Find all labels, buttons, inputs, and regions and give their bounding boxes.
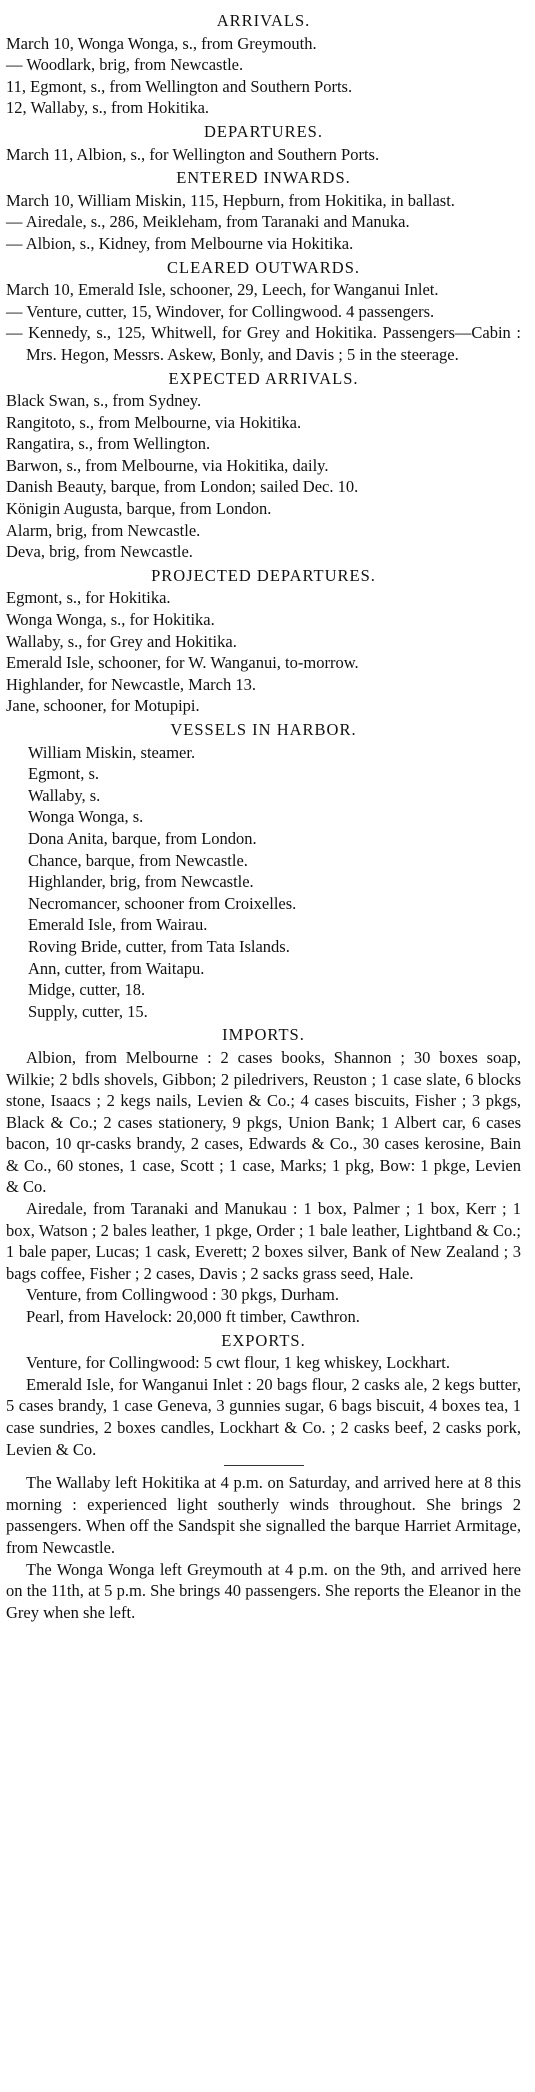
section-heading-entered-inwards: ENTERED INWARDS.	[176, 168, 351, 188]
cleared-outwards-entry: March 10, Emerald Isle, schooner, 29, Leech, for Wanganui Inlet.	[6, 280, 439, 300]
projected-departure-entry: Egmont, s., for Hokitika.	[6, 588, 171, 608]
arrival-entry: 11, Egmont, s., from Wellington and Southern Ports.	[6, 76, 353, 96]
arrival-entry: 12, Wallaby, s., from Hokitika.	[6, 98, 210, 118]
vessel-entry: Dona Anita, barque, from London.	[28, 828, 257, 848]
expected-arrival-entry: Alarm, brig, from Newcastle.	[6, 520, 201, 540]
vessel-entry: Roving Bride, cutter, from Tata Islands.	[28, 936, 290, 956]
import-entry: Albion, from Melbourne : 2 cases books, Shannon ; 30 boxes soap, Wilkie; 2 bdls shovels, Gibbon; 2 piledrivers, Reuston ; 1 case slate, 6 blocks stone, Isaacs ; 2 kegs nails, Levien & Co.; 4 cases biscuits, Fisher ; 3 pkgs, Black & Co.; 2 cases stationery, 9 pkgs, Union Bank; 1 Albert car, 6 cases bacon, 10 qr-casks brandy, 2 cases, Edwards & Co., 30 cases kerosine, Bain & Co., 60 stones, 1 case, Scott ; 1 case, Marks; 1 pkg, Bow: 1 pkge, Levien & Co.	[6, 1047, 521, 1197]
vessel-entry: Egmont, s.	[28, 764, 100, 784]
section-heading-exports: EXPORTS.	[221, 1330, 306, 1350]
expected-arrival-entry: Rangatira, s., from Wellington.	[6, 434, 211, 454]
entered-inwards-entry: March 10, William Miskin, 115, Hepburn, from Hokitika, in ballast.	[6, 190, 455, 210]
vessel-entry: Ann, cutter, from Waitapu.	[28, 958, 205, 978]
vessel-entry: Wonga Wonga, s.	[28, 807, 144, 827]
expected-arrival-entry: Rangitoto, s., from Melbourne, via Hokitika.	[6, 412, 302, 432]
section-heading-cleared-outwards: CLEARED OUTWARDS.	[167, 257, 360, 277]
section-heading-expected-arrivals: EXPECTED ARRIVALS.	[168, 368, 359, 388]
expected-arrival-entry: Black Swan, s., from Sydney.	[6, 391, 202, 411]
vessel-entry: Supply, cutter, 15.	[28, 1001, 148, 1021]
departure-entry: March 11, Albion, s., for Wellington and Southern Ports.	[6, 144, 380, 164]
vessel-entry: Wallaby, s.	[28, 785, 101, 805]
vessel-entry: Midge, cutter, 18.	[28, 980, 146, 1000]
cleared-outwards-entry: — Venture, cutter, 15, Windover, for Collingwood. 4 passengers.	[6, 301, 435, 321]
import-entry: Venture, from Collingwood : 30 pkgs, Durham.	[26, 1285, 340, 1305]
export-entry: Venture, for Collingwood: 5 cwt flour, 1 keg whiskey, Lockhart.	[26, 1353, 450, 1373]
section-heading-arrivals: ARRIVALS.	[216, 11, 311, 30]
vessel-entry: Necromancer, schooner from Croixelles.	[28, 893, 297, 913]
section-heading-projected-departures: PROJECTED DEPARTURES.	[151, 565, 376, 585]
export-entry: Emerald Isle, for Wanganui Inlet : 20 bags flour, 2 casks ale, 2 kegs butter, 5 cases brandy, 1 case Geneva, 3 gunnies sugar, 6 bags biscuit, 4 boxes tea, 1 case sundries, 2 boxes candles, Lockhart & Co. ; 2 casks beef, 2 casks pork, Levien & Co.	[6, 1374, 521, 1459]
import-entry: Pearl, from Havelock: 20,000 ft timber, Cawthron.	[26, 1307, 360, 1327]
expected-arrival-entry: Barwon, s., from Melbourne, via Hokitika, daily.	[6, 455, 329, 475]
projected-departure-entry: Wallaby, s., for Grey and Hokitika.	[6, 631, 237, 651]
vessel-entry: Highlander, brig, from Newcastle.	[28, 872, 254, 892]
section-heading-imports: IMPORTS.	[222, 1025, 305, 1045]
entered-inwards-entry: — Airedale, s., 286, Meikleham, from Taranaki and Manuka.	[6, 212, 410, 232]
arrival-entry: March 10, Wonga Wonga, s., from Greymouth.	[6, 33, 317, 53]
vessel-entry: Emerald Isle, from Wairau.	[28, 915, 208, 935]
vessel-entry: William Miskin, steamer.	[28, 742, 196, 762]
expected-arrival-entry: Deva, brig, from Newcastle.	[6, 542, 193, 562]
expected-arrival-entry: Königin Augusta, barque, from London.	[6, 499, 272, 519]
section-divider	[224, 1465, 304, 1466]
vessel-entry: Chance, barque, from Newcastle.	[28, 850, 248, 870]
arrival-entry: — Woodlark, brig, from Newcastle.	[6, 55, 244, 75]
projected-departure-entry: Highlander, for Newcastle, March 13.	[6, 674, 256, 694]
entered-inwards-entry: — Albion, s., Kidney, from Melbourne via Hokitika.	[6, 233, 354, 253]
news-paragraph: The Wonga Wonga left Greymouth at 4 p.m. on the 9th, and arrived here on the 11th, at 5 p.m. She brings 40 passengers. She reports the Eleanor in the Grey when she left.	[6, 1559, 521, 1622]
news-paragraph: The Wallaby left Hokitika at 4 p.m. on Saturday, and arrived here at 8 this morning : experienced light southerly winds throughout. She brings 2 passengers. When off the Sandspit she signalled the barque Harriet Armitage, from Newcastle.	[6, 1473, 521, 1557]
section-heading-vessels-in-harbor: VESSELS IN HARBOR.	[170, 720, 357, 739]
vessels-list	[6, 742, 521, 1023]
cleared-outwards-entry: — Kennedy, s., 125, Whitwell, for Grey and Hokitika. Passengers—Cabin : Mrs. Hegon, Messrs. Askew, Bonly, and Davis ; 5 in the steerage.	[6, 323, 521, 364]
section-heading-departures: DEPARTURES.	[204, 121, 323, 141]
import-entry: Airedale, from Taranaki and Manukau : 1 box, Palmer ; 1 box, Kerr ; 1 box, Watson ; 2 bales leather, 1 pkge, Order ; 1 bale leather, Lightband & Co.; 1 bale paper, Lucas; 1 cask, Everett; 2 boxes silver, Bank of New Zealand ; 3 bags coffee, Fisher ; 2 cases, Davis ; 2 sacks grass seed, Hale.	[6, 1199, 521, 1283]
expected-arrival-entry: Danish Beauty, barque, from London; sailed Dec. 10.	[6, 477, 359, 497]
projected-departure-entry: Emerald Isle, schooner, for W. Wanganui, to-morrow.	[6, 653, 359, 673]
projected-departure-entry: Wonga Wonga, s., for Hokitika.	[6, 610, 215, 630]
projected-departure-entry: Jane, schooner, for Motupipi.	[6, 696, 200, 716]
